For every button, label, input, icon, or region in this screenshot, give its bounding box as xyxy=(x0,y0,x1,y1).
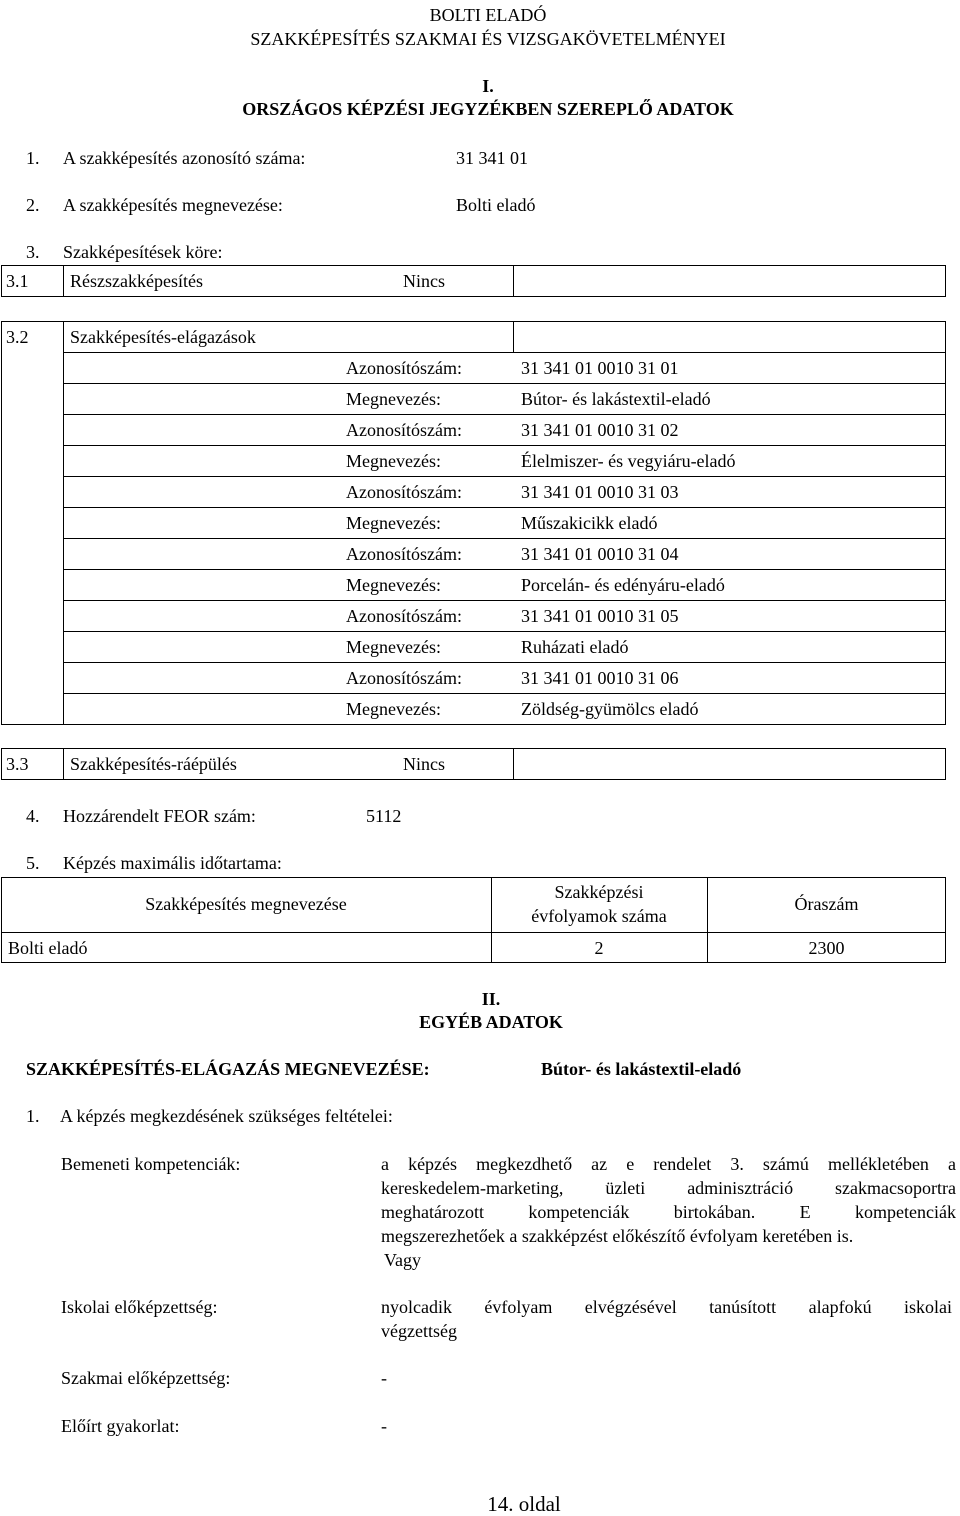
branch-row-key: Azonosítószám: xyxy=(346,544,462,564)
branch-row-value: 31 341 01 0010 31 05 xyxy=(521,606,679,626)
table-divider xyxy=(63,476,946,477)
feor-value: 5112 xyxy=(366,806,402,826)
branch-row-value: 31 341 01 0010 31 04 xyxy=(521,544,679,564)
page-number: 14. oldal xyxy=(487,1492,561,1516)
row-qualification-name: Bolti eladó xyxy=(8,938,88,958)
table-divider xyxy=(63,569,946,570)
table-divider xyxy=(63,631,946,632)
branch-row-key: Megnevezés: xyxy=(346,513,441,533)
table-divider xyxy=(63,265,64,297)
branch-value: Bútor- és lakástextil-eladó xyxy=(541,1059,742,1079)
feor-number: 4. xyxy=(26,806,40,826)
branch-row-value: Zöldség-gyümölcs eladó xyxy=(521,699,699,719)
table-divider xyxy=(63,507,946,508)
branch-row-key: Megnevezés: xyxy=(346,389,441,409)
school-education-line: végzettség xyxy=(381,1321,457,1341)
required-practice-value: - xyxy=(381,1416,387,1436)
table-divider xyxy=(63,321,64,725)
table-divider xyxy=(513,265,514,297)
col-qualification-name: Szakképesítés megnevezése xyxy=(145,894,347,914)
branch-row-value: 31 341 01 0010 31 03 xyxy=(521,482,679,502)
branch-row-value: Bútor- és lakástextil-eladó xyxy=(521,389,711,409)
col-years-line1: Szakképzési xyxy=(554,882,644,902)
required-practice-label: Előírt gyakorlat: xyxy=(61,1416,180,1436)
table-divider xyxy=(63,748,64,780)
partial-label: Részszakképesítés xyxy=(70,271,203,291)
branch-row-key: Azonosítószám: xyxy=(346,358,462,378)
item-value: Bolti eladó xyxy=(456,195,536,215)
partial-number: 3.1 xyxy=(6,271,29,291)
build-value: Nincs xyxy=(403,754,445,774)
entry-competencies-or: Vagy xyxy=(384,1250,421,1270)
partial-value: Nincs xyxy=(403,271,445,291)
table-divider xyxy=(63,445,946,446)
branch-row-key: Azonosítószám: xyxy=(346,668,462,688)
branches-label: Szakképesítés-elágazások xyxy=(70,327,256,347)
col-hours: Óraszám xyxy=(794,894,859,914)
branch-row-key: Azonosítószám: xyxy=(346,606,462,626)
doc-subtitle: SZAKKÉPESÍTÉS SZAKMAI ÉS VIZSGAKÖVETELMÉNYEI xyxy=(250,29,726,49)
school-education-label: Iskolai előképzettség: xyxy=(61,1297,218,1317)
table-divider xyxy=(513,321,514,352)
item-label: A szakképesítés megnevezése: xyxy=(63,195,283,215)
part1-heading: ORSZÁGOS KÉPZÉSI JEGYZÉKBEN SZEREPLŐ ADATOK xyxy=(242,99,734,119)
item-number: 3. xyxy=(26,242,40,262)
professional-education-label: Szakmai előképzettség: xyxy=(61,1368,231,1388)
branch-row-value: Műszakicikk eladó xyxy=(521,513,658,533)
table-divider xyxy=(63,662,946,663)
table-divider xyxy=(63,600,946,601)
build-label: Szakképesítés-ráépülés xyxy=(70,754,237,774)
table-divider xyxy=(63,414,946,415)
branches-table xyxy=(1,321,946,725)
branch-row-key: Azonosítószám: xyxy=(346,482,462,502)
branch-row-value: 31 341 01 0010 31 06 xyxy=(521,668,679,688)
part2-heading: EGYÉB ADATOK xyxy=(419,1012,563,1032)
feor-label: Hozzárendelt FEOR szám: xyxy=(63,806,256,826)
table-divider xyxy=(63,352,946,353)
branch-row-key: Megnevezés: xyxy=(346,451,441,471)
row-hours: 2300 xyxy=(808,938,845,958)
entry-competencies-line: meghatározott kompetenciák birtokában. E kompetenciák xyxy=(381,1202,956,1222)
entry-competencies-line: kereskedelem-marketing, üzleti adminisztráció szakmacsoportra xyxy=(381,1178,956,1198)
table-divider xyxy=(63,383,946,384)
item-value: 31 341 01 xyxy=(456,148,528,168)
col-years-line2: évfolyamok száma xyxy=(531,906,667,926)
branch-row-key: Azonosítószám: xyxy=(346,420,462,440)
item-label: Szakképesítések köre: xyxy=(63,242,223,262)
row-years: 2 xyxy=(594,938,604,958)
branch-label: SZAKKÉPESÍTÉS-ELÁGAZÁS MEGNEVEZÉSE: xyxy=(26,1059,430,1079)
entry-competencies-label: Bemeneti kompetenciák: xyxy=(61,1154,241,1174)
duration-number: 5. xyxy=(26,853,40,873)
item-number: 2. xyxy=(26,195,40,215)
branch-row-key: Megnevezés: xyxy=(346,637,441,657)
branch-row-value: 31 341 01 0010 31 02 xyxy=(521,420,679,440)
table-divider xyxy=(63,693,946,694)
branch-row-value: Élelmiszer- és vegyiáru-eladó xyxy=(521,451,736,471)
branch-row-key: Megnevezés: xyxy=(346,699,441,719)
conditions-number: 1. xyxy=(26,1106,40,1126)
part2-roman: II. xyxy=(481,989,501,1009)
entry-competencies-line: megszerezhetőek a szakképzést előkészítő évfolyam keretében is. xyxy=(381,1226,854,1246)
table-divider xyxy=(513,748,514,780)
school-education-line: nyolcadik évfolyam elvégzésével tanúsított alapfokú iskolai xyxy=(381,1297,952,1317)
item-number: 1. xyxy=(26,148,40,168)
item-label: A szakképesítés azonosító száma: xyxy=(63,148,306,168)
professional-education-value: - xyxy=(381,1368,387,1388)
conditions-label: A képzés megkezdésének szükséges feltételei: xyxy=(60,1106,393,1126)
branch-row-value: Ruházati eladó xyxy=(521,637,629,657)
branch-row-value: Porcelán- és edényáru-eladó xyxy=(521,575,725,595)
entry-competencies-line: a képzés megkezdhető az e rendelet 3. számú mellékletében a xyxy=(381,1154,956,1174)
part1-roman: I. xyxy=(482,76,494,96)
branch-row-key: Megnevezés: xyxy=(346,575,441,595)
branch-row-value: 31 341 01 0010 31 01 xyxy=(521,358,679,378)
doc-title: BOLTI ELADÓ xyxy=(429,5,547,25)
table-divider xyxy=(63,538,946,539)
duration-label: Képzés maximális időtartama: xyxy=(63,853,282,873)
branches-number: 3.2 xyxy=(6,327,29,347)
table-divider xyxy=(1,932,946,933)
build-number: 3.3 xyxy=(6,754,29,774)
